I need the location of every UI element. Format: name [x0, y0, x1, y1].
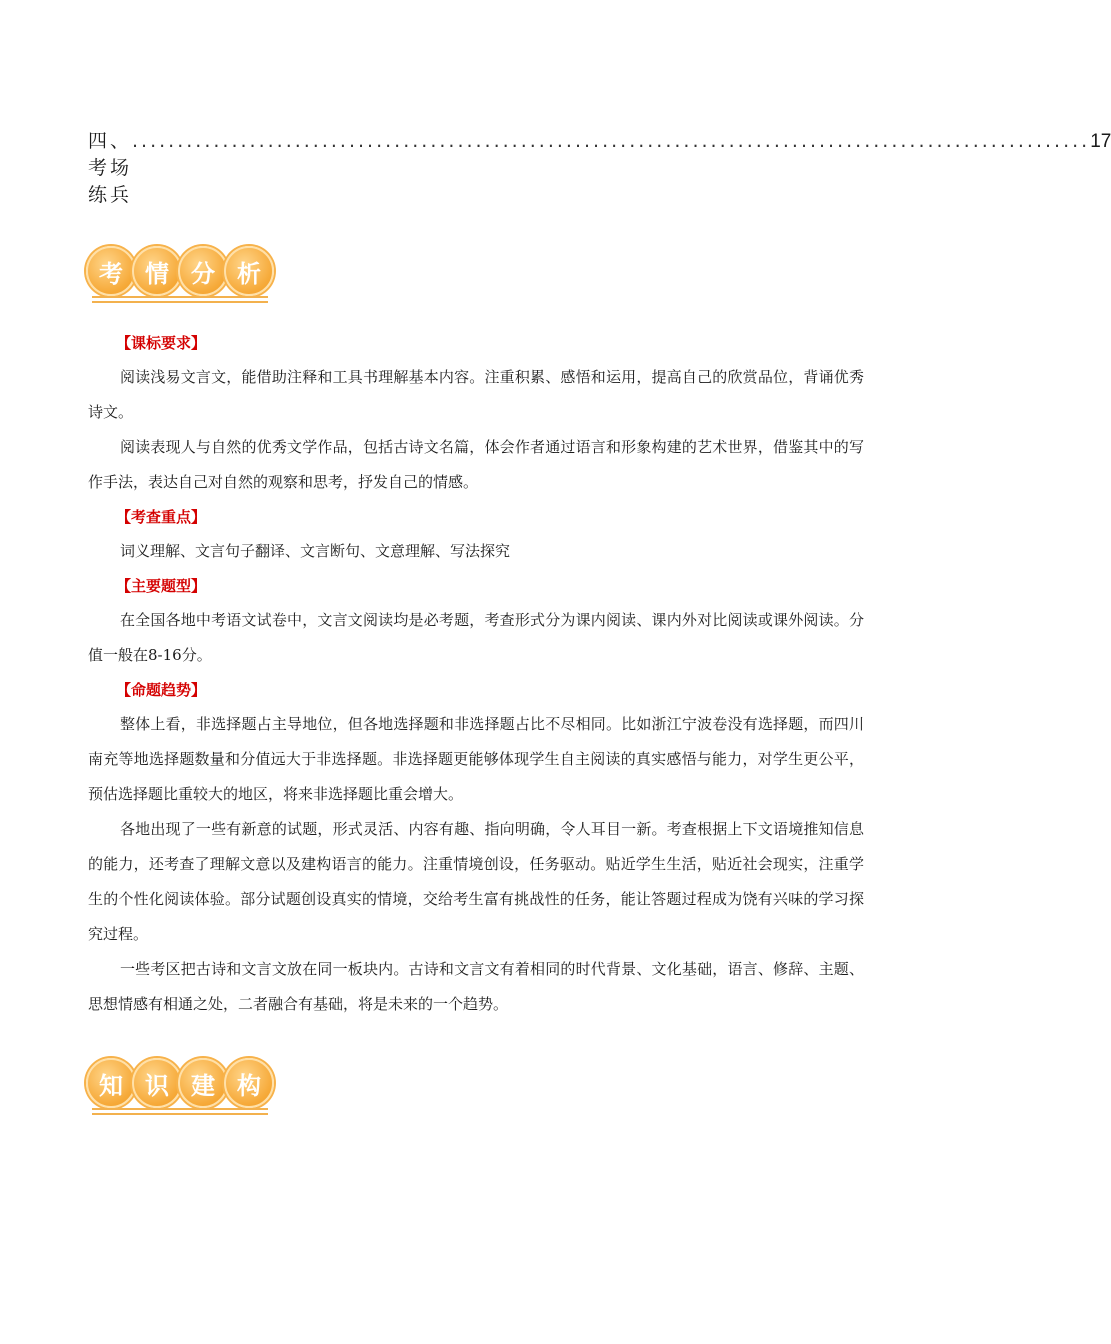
banner-knowledge-structure: [86, 1058, 270, 1108]
paragraph: 阅读表现人与自然的优秀文学作品，包括古诗文名篇，体会作者通过语言和形象构建的艺术世界，借鉴其中的写作手法，表达自己对自然的观察和思考，抒发自己的情感。: [88, 438, 864, 491]
banner-char: 建: [178, 1058, 228, 1108]
banner-char: 考: [86, 246, 136, 296]
toc-page-number: 17: [1090, 131, 1111, 152]
section-heading-focus: 【考查重点】: [116, 508, 207, 526]
banner-char: 情: [132, 246, 182, 296]
section-heading-types: 【主要题型】: [116, 577, 207, 595]
banner-char: 知: [86, 1058, 136, 1108]
exam-analysis-content: [88, 326, 864, 1022]
paragraph: 词义理解、文言句子翻译、文言断句、文意理解、写法探究: [120, 542, 511, 560]
paragraph: 整体上看，非选择题占主导地位，但各地选择题和非选择题占比不尽相同。比如浙江宁波卷没有选择题，而四川南充等地选择题数量和分值远大于非选择题。非选择题更能够体现学生自主阅读的真实感悟与能力，对学生更公平，预估选择题比重较大的地区，将来非选择题比重会增大。: [88, 715, 864, 803]
banner-exam-analysis: [86, 246, 270, 296]
toc-label: 四、考场练兵: [88, 130, 133, 206]
banner-underline: [92, 1105, 268, 1115]
section-heading-curriculum: 【课标要求】: [116, 334, 207, 352]
paragraph: 在全国各地中考语文试卷中，文言文阅读均是必考题，考查形式分为课内阅读、课内外对比阅读或课外阅读。分值一般在8-16分。: [88, 611, 864, 664]
banner-char: 识: [132, 1058, 182, 1108]
paragraph: 各地出现了一些有新意的试题，形式灵活、内容有趣、指向明确，令人耳目一新。考查根据上下文语境推知信息的能力，还考查了理解文意以及建构语言的能力。注重情境创设，任务驱动。贴近学生生活，贴近社会现实，注重学生的个性化阅读体验。部分试题创设真实的情境，交给考生富有挑战性的任务，能让答题过程成为饶有兴味的学习探究过程。: [88, 820, 864, 943]
banner-char: 析: [224, 246, 274, 296]
paragraph: 阅读浅易文言文，能借助注释和工具书理解基本内容。注重积累、感悟和运用，提高自己的欣赏品位，背诵优秀诗文。: [88, 368, 864, 421]
section-heading-trend: 【命题趋势】: [116, 681, 207, 699]
toc-entry[interactable]: [88, 126, 1111, 207]
paragraph: 一些考区把古诗和文言文放在同一板块内。古诗和文言文有着相同的时代背景、文化基础，语言、修辞、主题、思想情感有相通之处，二者融合有基础，将是未来的一个趋势。: [88, 960, 864, 1013]
banner-char: 分: [178, 246, 228, 296]
banner-underline: [92, 293, 268, 303]
toc-leader-dots: ..........................................................................................................: [132, 130, 1091, 152]
banner-char: 构: [224, 1058, 274, 1108]
